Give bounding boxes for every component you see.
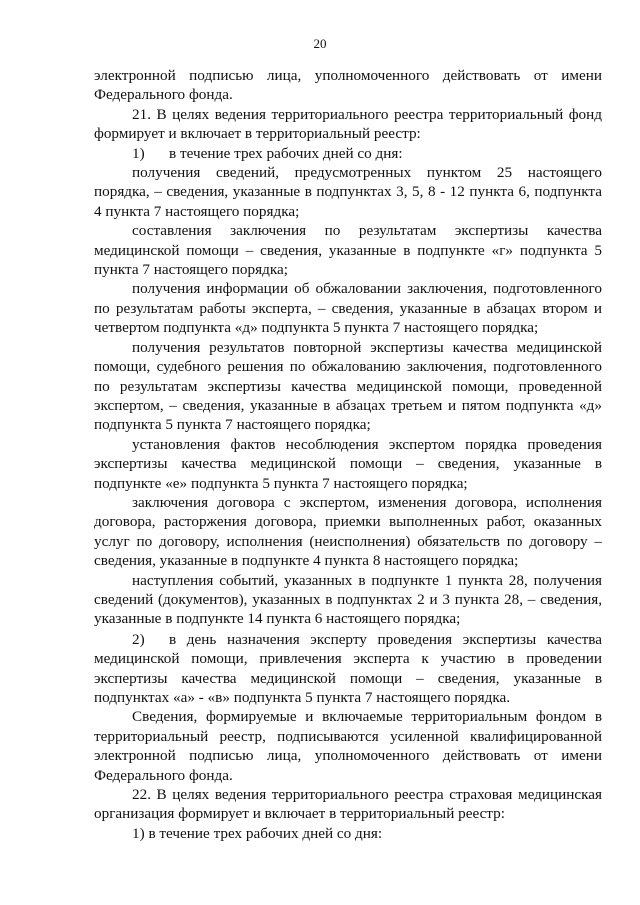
paragraph-signature: Сведения, формируемые и включаемые территориальным фондом в территориальный реестр, подписываются усиленной квалифицированной электронной подписью лица, уполномоченного действовать от имени Федерального фонда. [94, 708, 602, 784]
paragraph-item-1g: наступления событий, указанных в подпункте 1 пункта 28, получения сведений (документов), указанных в подпунктах 2 и 3 пункта 28, – сведения, указанные в подпункте 14 пункта 6 настоящего порядка; [94, 571, 602, 628]
paragraph-22: 22. В целях ведения территориального реестра страховая медицинская организация формирует и включает в территориальный реестр: [94, 786, 602, 823]
list-item-1 [94, 144, 602, 163]
document-body [94, 66, 602, 843]
paragraph-item-1c: получения информации об обжаловании заключения, подготовленного по результатам работы эксперта, – сведения, указанные в абзацах втором и четвертом подпункта «д» подпункта 5 пункта 7 настоящего порядка; [94, 280, 602, 337]
paragraph-continuation: электронной подписью лица, уполномоченного действовать от имени Федерального фонда. [94, 67, 602, 104]
list-item-text: в течение трех рабочих дней со дня: [169, 144, 403, 162]
paragraph-item-1d: получения результатов повторной экспертизы качества медицинской помощи, судебного решения по обжалованию заключения, подготовленного по результатам экспертизы качества медицинской помощи, проведенной экспертом, – сведения, указанные в абзацах третьем и пятом подпункта «д» подпункта 5 пункта 7 настоящего порядка; [94, 338, 602, 434]
page-number: 20 [313, 36, 327, 51]
list-item-number: 1) [132, 144, 145, 162]
paragraph-item-1f: заключения договора с экспертом, изменения договора, исполнения договора, расторжения договора, приемки выполненных работ, оказанных услуг по договору, исполнения (неисполнения) обязательств по договору – сведения, указанные в подпункте 4 пункта 8 настоящего порядка; [94, 493, 602, 570]
list-item-number: 2) [132, 630, 145, 648]
paragraph-item-1e: установления фактов несоблюдения экспертом порядка проведения экспертизы качества медицинской помощи – сведения, указанные в подпункте «е» подпункта 5 пункта 7 настоящего порядка; [94, 435, 602, 492]
paragraph-item-1a: получения сведений, предусмотренных пунктом 25 настоящего порядка, – сведения, указанные в подпунктах 3, 5, 8 - 12 пункта 6, подпункта 4 пункта 7 настоящего порядка; [94, 164, 602, 220]
paragraph-21: 21. В целях ведения территориального реестра территориальный фонд формирует и включает в территориальный реестр: [94, 105, 602, 143]
list-item-22-1: 1) в течение трех рабочих дней со дня: [132, 824, 383, 842]
paragraph-item-1b: составления заключения по результатам экспертизы качества медицинской помощи – сведения, указанные в подпункте «г» подпункта 5 пункта 7 настоящего порядка; [94, 222, 602, 279]
paragraph-item-2: в день назначения эксперту проведения экспертизы качества медицинской помощи, привлечения эксперта к участию в проведении экспертизы качества медицинской помощи – сведения, указанные в подпунктах «а» - «в» подпункта 5 пункта 7 настоящего порядка. [94, 630, 602, 707]
